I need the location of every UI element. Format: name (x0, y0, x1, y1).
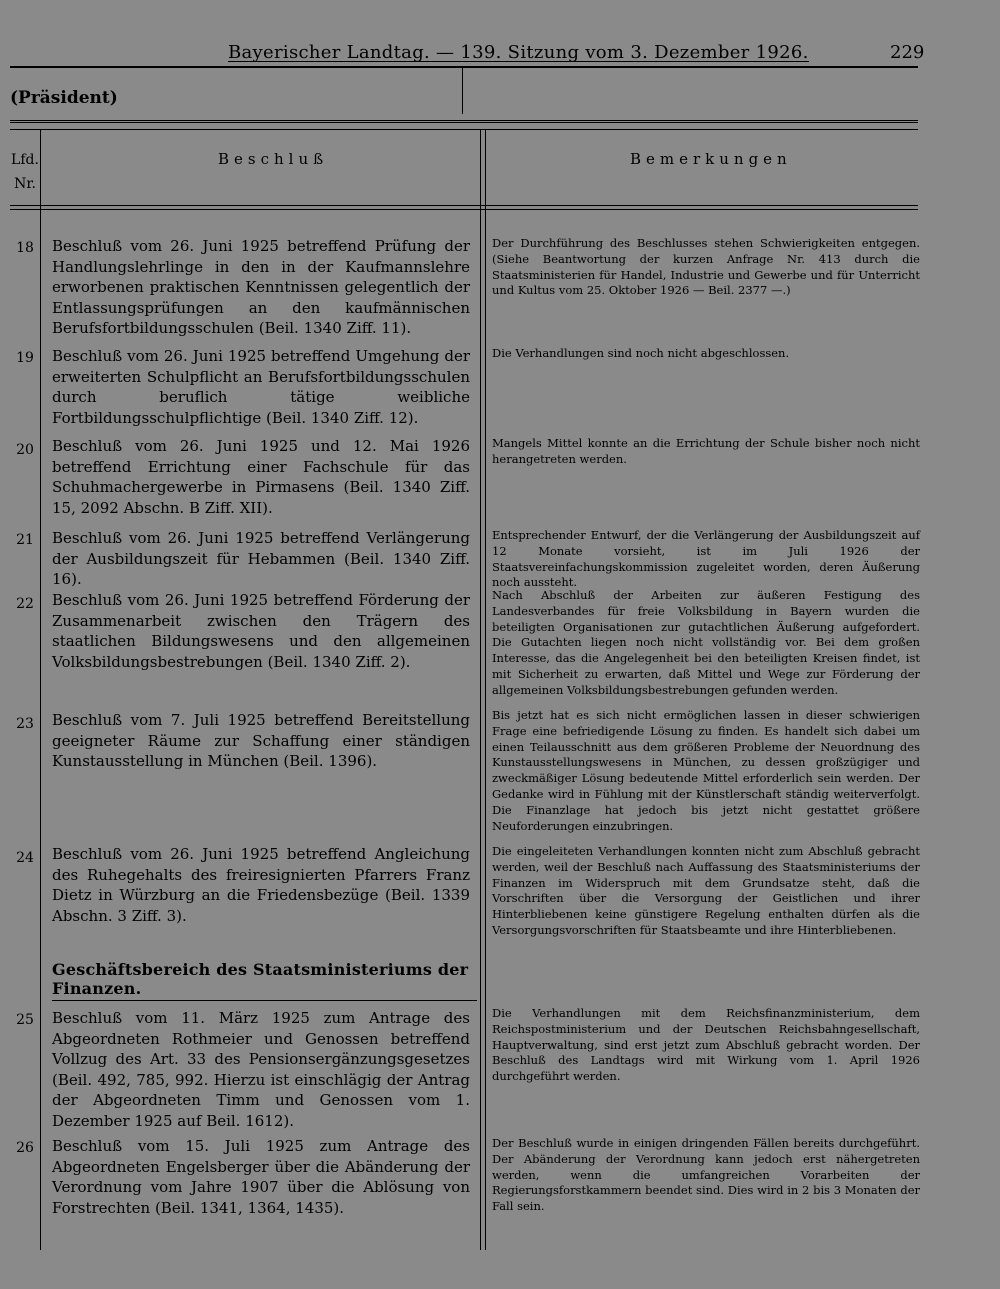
page-number: 229 (890, 42, 925, 63)
row-beschluss: Beschluß vom 26. Juni 1925 und 12. Mai 1926 betreffend Errichtung einer Fachschule für das Schuhmachergewerbe in Pirmasens (Beil. 1340 Ziff. 15, 2092 Abschn. B Ziff. XII). (52, 437, 470, 517)
row-beschluss: Beschluß vom 15. Juli 1925 zum Antrage des Abgeordneten Engelsberger über die Abänderung der Verordnung vom Jahre 1907 über die Ablösung von Forstrechten (Beil. 1341, 1364, 1435). (52, 1137, 470, 1217)
row-beschluss: Beschluß vom 11. März 1925 zum Antrage des Abgeordneten Rothmeier und Genossen betreffend Vollzug des Art. 33 des Pensionsergänzungsgesetzes (Beil. 492, 785, 992. Hierzu ist einschlägig der Antrag der Abgeordneten Timm und Genossen vom 1. Dezember 1925 auf Beil. 1612). (52, 1009, 470, 1130)
row-number: 26 (16, 1140, 34, 1156)
row-bemerkung: Entsprechender Entwurf, der die Verlängerung der Ausbildungszeit auf 12 Monate vorsieht, ist im Juli 1926 der Staatsvereinfachungskommission zugeleitet worden, deren Äußerung noch aussteht. (492, 528, 920, 590)
table-top-rule (10, 120, 918, 130)
row-bemerkung: Die Verhandlungen sind noch nicht abgeschlossen. (492, 346, 790, 360)
column-divider-middle-a (480, 130, 481, 1250)
row-beschluss: Beschluß vom 7. Juli 1925 betreffend Bereitstellung geeigneter Räume zur Schaffung einer ständigen Kunstausstellung in München (Beil. 1396). (52, 711, 470, 770)
row-beschluss: Beschluß vom 26. Juni 1925 betreffend Umgehung der erweiterten Schulpflicht an Berufsfortbildungsschulen durch beruflich tätige weibliche Fortbildungsschulpflichtige (Beil. 1340 Ziff. 12). (52, 347, 470, 427)
row-number: 24 (16, 850, 34, 866)
row-bemerkung: Die eingeleiteten Verhandlungen konnten nicht zum Abschluß gebracht werden, weil der Beschluß nach Auffassung des Staatsministeriums der Finanzen im Widerspruch mit dem Grundsatze steht, daß die Vorschriften über die Versorgung der Geistlichen und ihrer Hinterbliebenen keine günstigere Regelung enthalten dürfen als die Versorgungsvorschriften für Staatsbeamte und ihre Hinterbliebenen. (492, 844, 920, 937)
row-bemerkung: Bis jetzt hat es sich nicht ermöglichen lassen in dieser schwierigen Frage eine befriedigende Lösung zu finden. Es handelt sich dabei um einen Teilausschnitt aus dem größeren Probleme der Neuordnung des Kunstausstellungswesens in München, zu dessen großzügiger und zweckmäßiger Lösung bedeutende Mittel erforderlich sein werden. Der Gedanke wird in Fühlung mit der Künstlerschaft ständig weiterverfolgt. Die Finanzlage hat jedoch bis jetzt nicht gestattet größere Neuforderungen einzubringen. (492, 708, 920, 833)
row-number: 21 (16, 532, 34, 548)
row-number: 23 (16, 716, 34, 732)
header-bottom-rule (10, 205, 918, 210)
row-beschluss: Beschluß vom 26. Juni 1925 betreffend Angleichung des Ruhegehalts des freiresignierten Pfarrers Franz Dietz in Würzburg an die Friedensbezüge (Beil. 1339 Abschn. 3 Ziff. 3). (52, 845, 470, 925)
column-divider-middle-b (485, 130, 486, 1250)
header-divider (462, 68, 463, 114)
row-number: 25 (16, 1012, 34, 1028)
row-beschluss: Beschluß vom 26. Juni 1925 betreffend Prüfung der Handlungslehrlinge in den in der Kaufmannslehre erworbenen praktischen Kenntnissen gelegentlich der Entlassungsprüfungen an den kaufmännischen Berufsfortbildungsschulen (Beil. 1340 Ziff. 11). (52, 237, 470, 337)
speaker-label: (Präsident) (10, 88, 118, 108)
row-number: 18 (16, 240, 34, 256)
page-header-title: Bayerischer Landtag. — 139. Sitzung vom 3. Dezember 1926. (228, 42, 809, 63)
row-bemerkung: Der Beschluß wurde in einigen dringenden Fällen bereits durchgeführt. Der Abänderung der Verordnung kann jedoch erst nähergetreten werden, wenn die umfangreichen Vorarbeiten der Regierungsforstkammern beendet sind. Dies wird in 2 bis 3 Monaten der Fall sein. (492, 1136, 920, 1214)
row-beschluss: Beschluß vom 26. Juni 1925 betreffend Förderung der Zusammenarbeit zwischen den Trägern des staatlichen Bildungswesens und den allgemeinen Volksbildungsbestrebungen (Beil. 1340 Ziff. 2). (52, 591, 470, 671)
row-bemerkung: Nach Abschluß der Arbeiten zur äußeren Festigung des Landesverbandes für freie Volksbildung in Bayern wurden die beteiligten Organisationen zur gutachtlichen Äußerung aufgefordert. Die Gutachten liegen noch nicht vollständig vor. Bei dem großen Interesse, das die Angelegenheit bei den beteiligten Kreisen findet, ist mit Sicherheit zu erwarten, daß Mittel und Wege zur Förderung der allgemeinen Volksbildungsbestrebungen gefunden werden. (492, 588, 920, 697)
row-number: 19 (16, 350, 34, 366)
column-header-bemerkungen: Bemerkungen (630, 150, 792, 168)
row-beschluss: Beschluß vom 26. Juni 1925 betreffend Verlängerung der Ausbildungszeit für Hebammen (Beil. 1340 Ziff. 16). (52, 529, 470, 588)
section-heading: Geschäftsbereich des Staatsministeriums der Finanzen. (52, 960, 477, 998)
column-header-nr: Lfd. Nr. (11, 152, 39, 192)
row-bemerkung: Die Verhandlungen mit dem Reichsfinanzministerium, dem Reichspostministerium und der Deutschen Reichsbahngesellschaft, Hauptverwaltung, sind erst jetzt zum Abschluß gebracht worden. Der Beschluß des Landtags wird mit Wirkung vom 1. April 1926 durchgeführt werden. (492, 1006, 920, 1084)
row-bemerkung: Mangels Mittel konnte an die Errichtung der Schule bisher noch nicht herangetreten werden. (492, 436, 920, 466)
row-bemerkung: Der Durchführung des Beschlusses stehen Schwierigkeiten entgegen. (Siehe Beantwortung der kurzen Anfrage Nr. 413 durch die Staatsministerien für Handel, Industrie und Gewerbe und für Unterricht und Kultus vom 25. Oktober 1926 — Beil. 2377 —.) (492, 236, 920, 298)
row-number: 22 (16, 596, 34, 612)
column-header-beschluss: Beschluß (218, 150, 329, 168)
column-divider-left (40, 130, 41, 1250)
row-number: 20 (16, 442, 34, 458)
header-rule (10, 66, 918, 68)
